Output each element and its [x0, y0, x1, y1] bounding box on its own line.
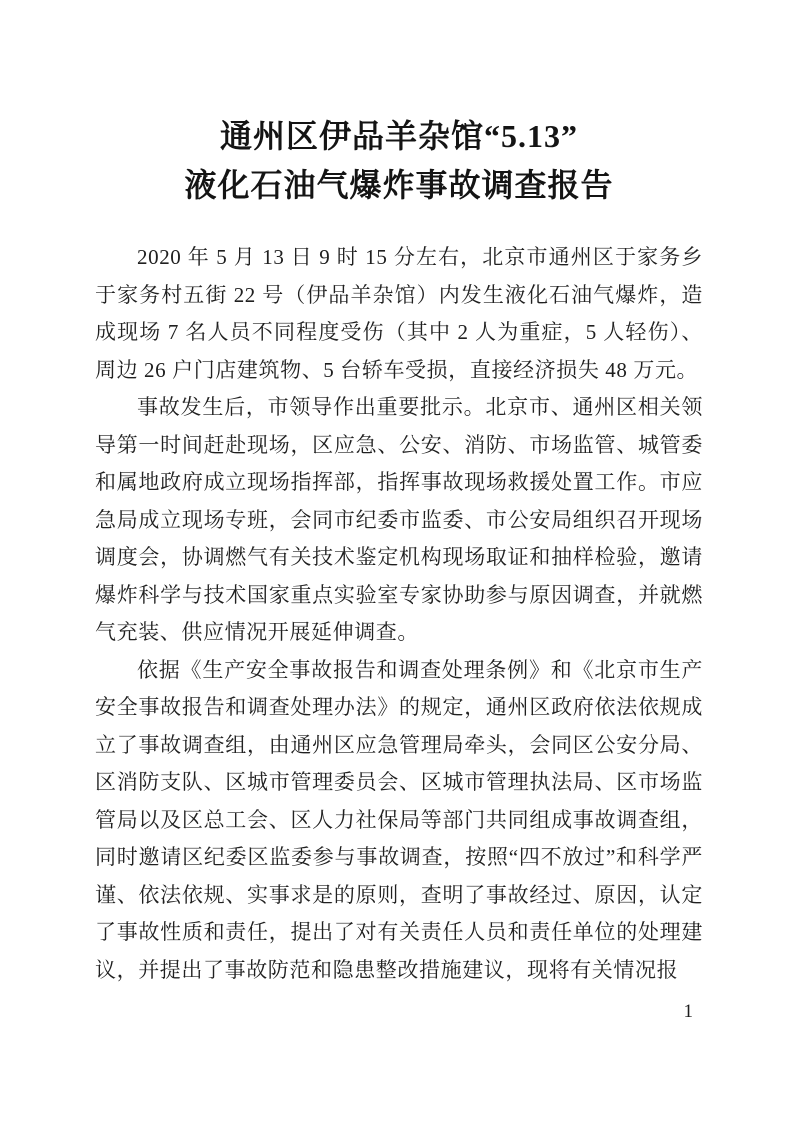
- report-title: [95, 112, 703, 210]
- paragraph-incident-summary: 2020 年 5 月 13 日 9 时 15 分左右，北京市通州区于家务乡于家务村五街 22 号（伊品羊杂馆）内发生液化石油气爆炸，造成现场 7 名人员不同程度受伤（其中 2 人为重症，5 人轻伤）、周边 26 户门店建筑物、5 台轿车受损，直接经济损失 48 万元。: [95, 245, 703, 382]
- paragraph-response-actions: 事故发生后，市领导作出重要批示。北京市、通州区相关领导第一时间赶赴现场，区应急、公安、消防、市场监管、城管委和属地政府成立现场指挥部，指挥事故现场救援处置工作。市应急局成立现场专班，会同市纪委市监委、市公安局组织召开现场调度会，协调燃气有关技术鉴定机构现场取证和抽样检验，邀请爆炸科学与技术国家重点实验室专家协助参与原因调查，并就燃气充装、供应情况开展延伸调查。: [95, 395, 703, 644]
- report-title-line-1: 通州区伊品羊杂馆“5.13”: [219, 118, 578, 154]
- paragraph-investigation-setup: 依据《生产安全事故报告和调查处理条例》和《北京市生产安全事故报告和调查处理办法》的规定，通州区政府依法依规成立了事故调查组，由通州区应急管理局牵头，会同区公安分局、区消防支队、区城市管理委员会、区城市管理执法局、区市场监管局以及区总工会、区人力社保局等部门共同组成事故调查组，同时邀请区纪委区监委参与事故调查，按照“四不放过”和科学严谨、依法依规、实事求是的原则，查明了事故经过、原因，认定了事故性质和责任，提出了对有关责任人员和责任单位的处理建议，并提出了事故防范和隐患整改措施建议，现将有关情况报: [95, 657, 703, 982]
- page-number: 1: [683, 1001, 693, 1022]
- report-body: [95, 239, 703, 989]
- report-content: [95, 112, 703, 989]
- report-title-line-2: 液化石油气爆炸事故调查报告: [184, 167, 614, 203]
